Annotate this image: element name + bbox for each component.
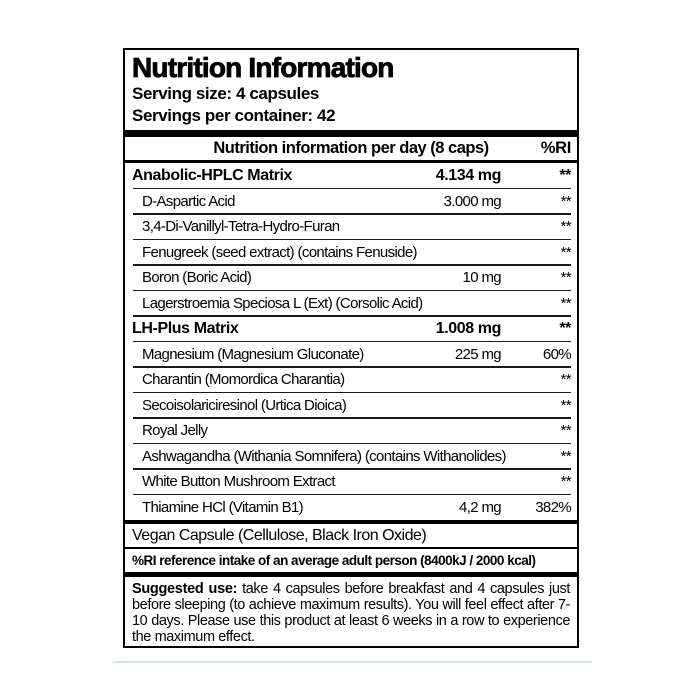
row-separator [133, 443, 571, 445]
row-separator [133, 417, 571, 419]
row-separator [133, 366, 571, 368]
row-separator [133, 392, 571, 394]
decorative-accent-line [113, 661, 592, 663]
row-separator [133, 290, 571, 292]
divider-thick-top [125, 130, 577, 137]
ingredient-ri: ** [560, 473, 571, 491]
ingredient-name: 3,4-Di-Vanillyl-Tetra-Hydro-Furan [142, 218, 340, 236]
ingredient-ri: ** [559, 319, 571, 337]
table-row [131, 469, 571, 495]
ri-reference-note: %RI reference intake of an average adult person (8400kJ / 2000 kcal) [132, 553, 536, 568]
ingredient-ri: 60% [542, 345, 571, 363]
row-separator [133, 341, 571, 343]
table-row [131, 240, 571, 266]
ingredient-ri: ** [560, 192, 571, 210]
table-row [131, 393, 571, 419]
table-row [131, 189, 571, 215]
ingredient-ri: ** [560, 422, 571, 440]
ingredient-amount: 3.000 mg [443, 192, 501, 210]
capsule-info: Vegan Capsule (Cellulose, Black Iron Oxide) [132, 527, 427, 544]
table-row [131, 291, 571, 317]
ingredient-ri: ** [560, 371, 571, 389]
row-separator [133, 213, 571, 215]
ingredient-ri: ** [560, 269, 571, 287]
ingredient-name: Royal Jelly [142, 422, 208, 440]
row-separator [133, 188, 571, 190]
label-title: Nutrition Information [132, 52, 394, 83]
ingredient-name: White Button Mushroom Extract [142, 473, 335, 491]
ingredient-ri: ** [560, 243, 571, 261]
ingredient-name: Charantin (Momordica Charantia) [142, 371, 345, 389]
table-row [131, 342, 571, 368]
column-header-ri: %RI [540, 139, 571, 157]
table-row [131, 444, 571, 470]
ingredient-ri: ** [560, 218, 571, 236]
ingredient-table [131, 163, 571, 520]
row-separator [133, 468, 571, 470]
ingredient-amount: 1.008 mg [435, 319, 501, 337]
table-row [131, 418, 571, 444]
ingredient-name: Magnesium (Magnesium Gluconate) [142, 345, 364, 363]
ingredient-name: D-Aspartic Acid [142, 192, 235, 210]
ingredient-name: Fenugreek (seed extract) (contains Fenuside) [142, 243, 417, 261]
servings-per-container: Servings per container: 42 [132, 106, 336, 125]
ingredient-name: Anabolic-HPLC Matrix [132, 166, 293, 184]
row-separator [133, 264, 571, 266]
serving-size: Serving size: 4 capsules [132, 84, 319, 103]
ingredient-amount: 10 mg [462, 269, 501, 287]
ingredient-name: Ashwagandha (Withania Somnifera) (contains Withanolides) [142, 447, 506, 465]
ingredient-name: Thiamine HCl (Vitamin B1) [142, 498, 304, 516]
table-row [131, 163, 571, 189]
ingredient-name: Secoisolariciresinol (Urtica Dioica) [142, 396, 347, 414]
ingredient-name: LH-Plus Matrix [132, 319, 239, 337]
row-separator [133, 239, 571, 241]
ingredient-ri: 382% [535, 498, 571, 516]
ingredient-amount: 225 mg [454, 345, 501, 363]
row-separator [133, 315, 571, 317]
ingredient-amount: 4,2 mg [459, 498, 501, 516]
column-header-label: Nutrition information per day (8 caps) [213, 139, 489, 157]
ingredient-name: Lagerstroemia Speciosa L (Ext) (Corsolic Acid) [142, 294, 423, 312]
ingredient-ri: ** [560, 396, 571, 414]
table-row [131, 265, 571, 291]
ingredient-ri: ** [559, 166, 571, 184]
table-column-header [131, 137, 571, 160]
suggested-use-label: Suggested use: [132, 581, 238, 597]
suggested-use-text: take 4 capsules before breakfast and 4 capsules just before sleeping (to achieve maximum results). You will feel effect after 7-10 days. Please use this product at least 6 weeks in a row to experience the maximum effect. [132, 581, 570, 645]
ingredient-ri: ** [560, 447, 571, 465]
table-row [131, 316, 571, 342]
table-row [131, 214, 571, 240]
suggested-use [131, 577, 571, 645]
nutrition-label [123, 48, 579, 648]
ingredient-ri: ** [560, 294, 571, 312]
table-row [131, 495, 571, 521]
row-separator [133, 494, 571, 496]
table-row [131, 367, 571, 393]
ingredient-amount: 4.134 mg [435, 166, 501, 184]
ingredient-name: Boron (Boric Acid) [142, 269, 252, 287]
